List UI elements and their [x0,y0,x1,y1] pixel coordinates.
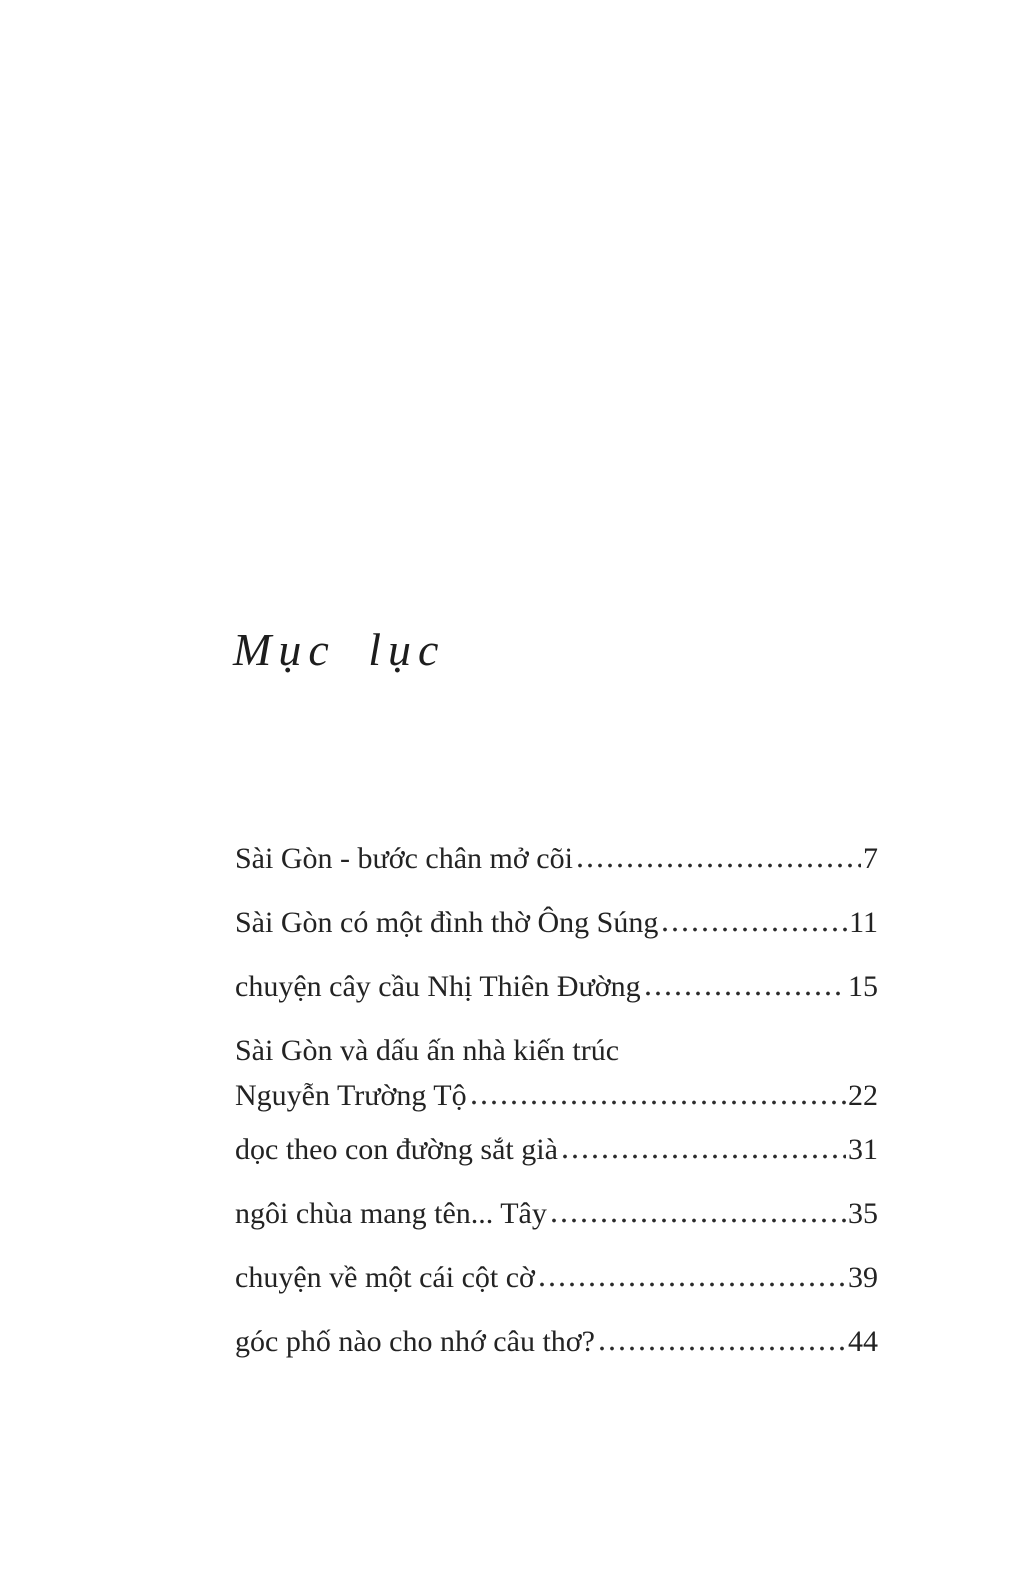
toc-entry [235,1319,878,1364]
dot-leader [600,1346,846,1351]
toc-entry-row [235,1073,878,1118]
toc-entry-page-number: 35 [848,1197,878,1230]
dot-leader [578,863,861,868]
toc-entry [235,900,878,945]
toc-entry-page-number: 31 [848,1133,878,1166]
toc-entry-title-line1: Sài Gòn và dấu ấn nhà kiến trúc [235,1034,620,1067]
toc-entry-title: chuyện cây cầu Nhị Thiên Đường [235,970,641,1003]
toc-entry [235,964,878,1009]
toc-entry-row [235,1319,878,1364]
toc-entry-row [235,1191,878,1236]
toc-entry-page-number: 7 [863,842,878,875]
toc-entry-page-number: 39 [848,1261,878,1294]
toc-entry [235,1191,878,1236]
dot-leader [663,927,847,932]
toc-entry-page-number: 11 [849,906,878,939]
toc-entry-title: Nguyễn Trường Tộ [235,1079,467,1112]
toc-entry-row [235,1255,878,1300]
toc-entry-row [235,900,878,945]
toc-entry-row [235,1127,878,1172]
toc-entry [235,1028,878,1118]
toc-entry-title: góc phố nào cho nhớ câu thơ? [235,1325,595,1358]
toc-entry-row [235,964,878,1009]
dot-leader [563,1154,846,1159]
toc-entry-title: ngôi chùa mang tên... Tây [235,1197,547,1230]
page-title: Mục lục [233,624,446,675]
toc-entry [235,1127,878,1172]
dot-leader [552,1218,846,1223]
toc-entry [235,836,878,881]
toc-entry-page-number: 22 [848,1079,878,1112]
toc-entry-page-number: 44 [848,1325,878,1358]
toc-entry [235,1255,878,1300]
toc-entry-title: Sài Gòn có một đình thờ Ông Súng [235,906,659,939]
dot-leader [472,1100,846,1105]
toc-entry-title: Sài Gòn - bước chân mở cõi [235,842,573,875]
table-of-contents [235,836,878,1383]
toc-entry-title: chuyện về một cái cột cờ [235,1261,535,1294]
toc-entry-row [235,836,878,881]
dot-leader [540,1282,846,1287]
dot-leader [646,991,846,996]
toc-entry-title: dọc theo con đường sắt già [235,1133,558,1166]
toc-entry-page-number: 15 [848,970,878,1003]
